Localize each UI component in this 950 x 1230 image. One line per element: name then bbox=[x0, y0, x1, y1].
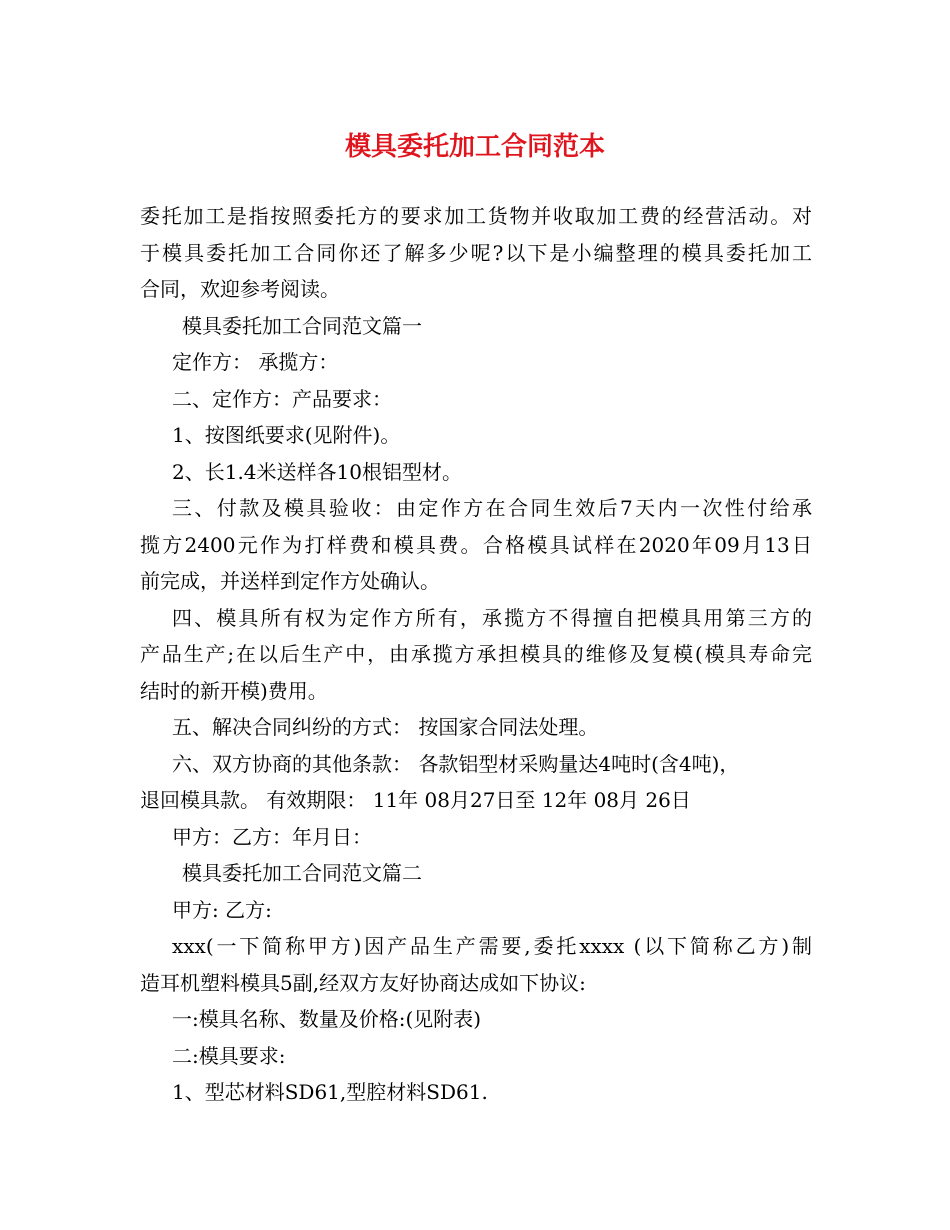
clause-2-item-2: 2、长1.4米送样各10根铝型材。 bbox=[172, 459, 462, 484]
document-body bbox=[140, 198, 812, 1111]
clause-2-heading: 二、定作方：产品要求： bbox=[172, 386, 392, 411]
clause-4-line-1: 四、模具所有权为定作方所有，承揽方不得擅自把模具用第三方的 bbox=[172, 605, 812, 630]
clause-3-line-3: 前完成，并送样到定作方处确认。 bbox=[140, 569, 440, 593]
intro-line-2: 于模具委托加工合同你还了解多少呢?以下是小编整理的模具委托加工 bbox=[140, 240, 812, 265]
article-2-item-1: 1、型芯材料SD61,型腔材料SD61. bbox=[172, 1080, 488, 1104]
article-1-line: 一:模具名称、数量及价格:(见附表) bbox=[172, 1007, 482, 1031]
document-title: 模具委托加工合同范本 bbox=[344, 132, 605, 162]
intro-line-3: 合同，欢迎参考阅读。 bbox=[140, 277, 340, 301]
article-2-line: 二:模具要求: bbox=[172, 1043, 286, 1068]
clause-6-line-1: 六、双方协商的其他条款： 各款铝型材采购量达4吨时(含4吨)， bbox=[172, 751, 740, 776]
section-heading-1: 模具委托加工合同范文篇一 bbox=[182, 313, 422, 338]
clause-3-line-1: 三、付款及模具验收：由定作方在合同生效后7天内一次性付给承 bbox=[172, 496, 812, 520]
intro-line-1: 委托加工是指按照委托方的要求加工货物并收取加工费的经营活动。对 bbox=[140, 204, 812, 228]
clause-3-line-2: 揽方2400元作为打样费和模具费。合格模具试样在2020年09月13日 bbox=[140, 532, 812, 557]
clause-2-item-1: 1、按图纸要求(见附件)。 bbox=[172, 423, 401, 447]
preamble-line-2: 造耳机塑料模具5副,经双方友好协商达成如下协议: bbox=[140, 970, 586, 995]
clause-4-line-2: 产品生产;在以后生产中，由承揽方承担模具的维修及复模(模具寿命完 bbox=[140, 642, 812, 666]
preamble-line-1: xxx(一下简称甲方)因产品生产需要,委托xxxx (以下简称乙方)制 bbox=[172, 934, 812, 958]
clause-5-line: 五、解决合同纠纷的方式： 按国家合同法处理。 bbox=[172, 715, 599, 739]
clause-6-line-2: 退回模具款。 有效期限： 11年 08月27日至 12年 08月 26日 bbox=[140, 788, 691, 812]
signature-line: 甲方：乙方：年月日： bbox=[172, 824, 372, 849]
section-heading-2: 模具委托加工合同范文篇二 bbox=[182, 861, 422, 885]
clause-4-line-3: 结时的新开模)费用。 bbox=[140, 678, 328, 703]
parties-line-2: 甲方: 乙方: bbox=[172, 897, 272, 922]
parties-line: 定作方： 承揽方： bbox=[172, 350, 339, 374]
